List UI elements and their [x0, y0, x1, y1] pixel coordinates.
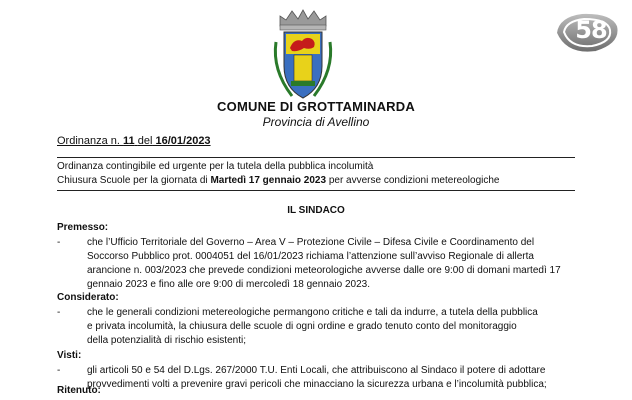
list-dash: - — [57, 365, 61, 376]
subject-line-2-prefix: Chiusura Scuole per la giornata di — [57, 175, 208, 186]
text-line: gennaio 2023 e fino alle ore 9:00 di mercoledì 18 gennaio 2023. — [87, 279, 370, 290]
subject-line-1: Ordinanza contingibile ed urgente per la tutela della pubblica incolumità — [57, 161, 374, 172]
text-line: che le generali condizioni metereologiche permangono critiche e tali da indurre, a tutela della pubblica — [87, 307, 538, 318]
ordinance-number: 11 — [123, 135, 135, 147]
section-heading-visti: Visti: — [57, 350, 82, 361]
section-heading-ritenuto: Ritenuto: — [57, 385, 101, 396]
text-line: gli articoli 50 e 54 del D.Lgs. 267/2000 T.U. Enti Locali, che attribuiscono al Sindaco il potere di adottare — [87, 365, 546, 376]
list-item-text — [87, 306, 575, 348]
ordinance-number-line — [57, 135, 211, 147]
subject-date: Martedì 17 gennaio 2023 — [210, 175, 327, 186]
municipality-name: COMUNE DI GROTTAMINARDA — [217, 99, 415, 114]
text-line: che l’Ufficio Territoriale del Governo – Area V – Protezione Civile – Difesa Civile e Coordinamento del — [87, 237, 535, 248]
channel-number: 58 — [575, 16, 607, 44]
section-heading-considerato: Considerato: — [57, 292, 119, 303]
ordinance-date: 16/01/2023 — [155, 135, 211, 147]
ordinance-prefix: Ordinanza n. — [57, 135, 120, 147]
subject-top-divider — [57, 157, 575, 158]
list-dash: - — [57, 237, 61, 248]
ordinance-date-prefix: del — [137, 135, 153, 147]
list-item-text — [87, 364, 575, 392]
subject-line-2 — [57, 174, 499, 188]
text-line: e privata incolumità, la chiusura delle scuole di ogni ordine e grado tenuto conto del monitoraggio — [87, 321, 517, 332]
section-heading-premesso: Premesso: — [57, 222, 109, 233]
text-line: della potenzialità di rischio esistenti; — [87, 335, 246, 346]
list-dash: - — [57, 307, 61, 318]
text-line: Soccorso Pubblico prot. 0004051 del 16/01/2023 richiama l’attenzione sull’avviso Regionale di allerta — [87, 251, 534, 262]
document-title: IL SINDACO — [287, 205, 345, 216]
subject-line-2-suffix: per avverse condizioni metereologiche — [328, 175, 500, 186]
province-name: Provincia di Avellino — [262, 115, 370, 129]
text-line: arancione n. 003/2023 che prevede condizioni meteorologiche avverse dalle ore 9:00 di domani martedì 17 — [87, 265, 561, 276]
list-item-text — [87, 236, 575, 292]
text-line: provvedimenti volti a prevenire gravi pericoli che minacciano la sicurezza urbana e l’incolumità pubblica; — [87, 379, 547, 390]
subject-bottom-divider — [57, 190, 575, 191]
coat-of-arms-icon — [270, 8, 336, 100]
